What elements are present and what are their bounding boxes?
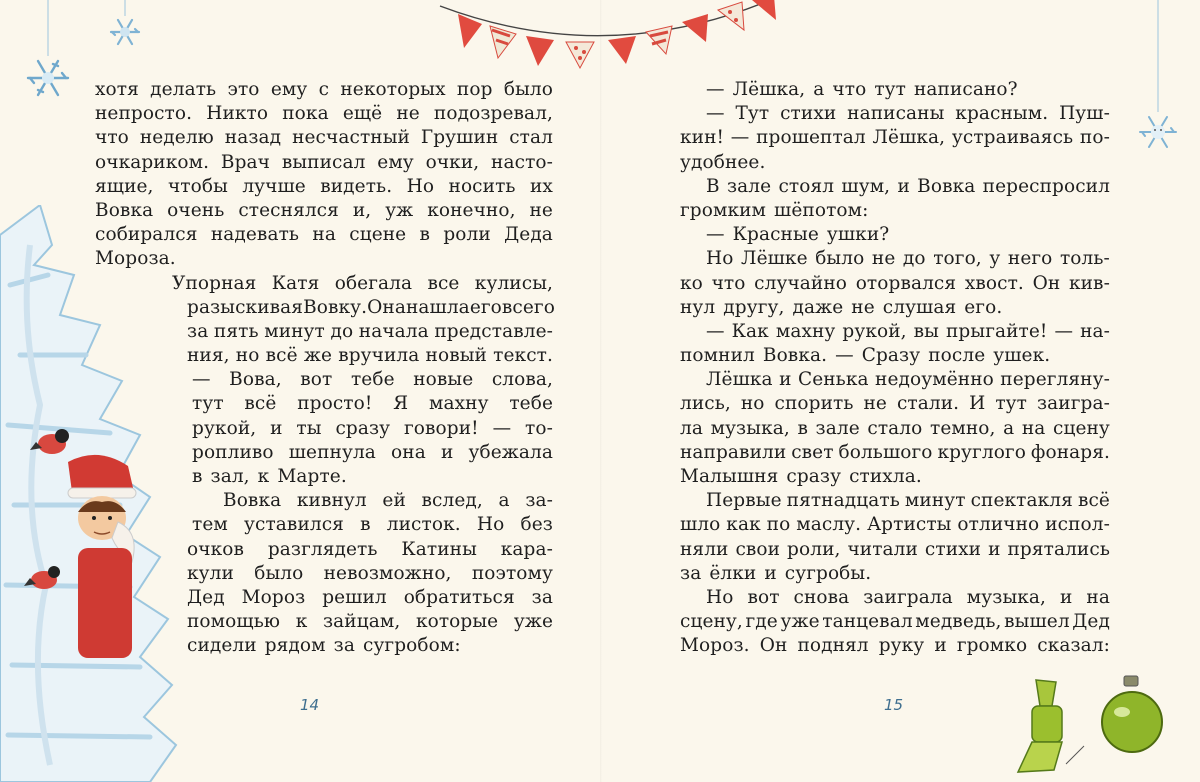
text-line: Но вот снова заиграла музыка, и на xyxy=(706,586,1110,608)
page-fold xyxy=(600,0,602,782)
text-line: шло как по маслу. Артисты отлично испол- xyxy=(680,514,1110,536)
text-line: направили свет большого круглого фонаря. xyxy=(680,441,1110,463)
text-line: что неделю назад несчастный Грушин стал xyxy=(95,127,553,149)
text-line: Первые пятнадцать минут спектакля всё xyxy=(706,490,1110,512)
wrapped-candy-icon xyxy=(1010,676,1090,776)
text-line: тем уставился в листок. Но без xyxy=(192,514,553,536)
text-line: очков разглядеть Катины кара- xyxy=(187,538,553,560)
text-line: сидели рядом за сугробом: xyxy=(187,635,461,657)
text-line: лись, но спорить не стали. И тут заигра- xyxy=(680,393,1110,415)
text-line: ящие, чтобы лучше видеть. Но носить их xyxy=(95,175,553,197)
text-line: Вовка очень стеснялся и, уж конечно, не xyxy=(95,199,553,221)
text-line: сцену, где уже танцевал медведь, вышел Дед xyxy=(680,611,1110,633)
snowflake-icon xyxy=(18,0,78,110)
text-line: ропливо шепнула она и убежала xyxy=(192,441,553,463)
text-line: — Лёшка, а что тут написано? xyxy=(706,79,1018,100)
text-line: непросто. Никто пока ещё не подозревал, xyxy=(95,103,553,125)
text-line: за пять минут до начала представле- xyxy=(187,320,553,342)
text-line: Дед Мороз решил обратиться за xyxy=(187,586,553,608)
page-number-right: 15 xyxy=(884,696,904,714)
text-line: Малышня сразу стихла. xyxy=(680,466,922,487)
text-line: помощью к зайцам, которые уже xyxy=(187,611,553,633)
text-line: очкариком. Врач выписал ему очки, насто- xyxy=(95,151,553,173)
text-line: В зале стоял шум, и Вовка переспросил xyxy=(706,175,1110,197)
right-page-text xyxy=(680,78,1110,659)
text-line: за ёлки и сугробы. xyxy=(680,562,872,584)
text-line: — Тут стихи написаны красным. Пуш- xyxy=(706,103,1110,125)
text-line: ла музыка, в зале стало темно, а на сцену xyxy=(680,417,1110,439)
left-page-text xyxy=(95,78,553,659)
text-line: Но Лёшке было не до того, у него толь- xyxy=(706,248,1110,270)
text-line: разыскивая Вовку. Она нашла его всего xyxy=(187,296,555,318)
snowflake-icon xyxy=(100,0,150,56)
text-line: рукой, и ты сразу говори! — то- xyxy=(192,417,553,439)
text-line: в зал, к Марте. xyxy=(192,466,347,487)
bullfinch-bird-icon xyxy=(30,424,74,458)
text-line: Лёшка и Сенька недоумённо перегляну- xyxy=(706,369,1110,391)
text-line: Мороза. xyxy=(95,248,176,270)
text-line: Упорная Катя обегала все кулисы, xyxy=(172,272,553,294)
text-line: собирался надевать на сцене в роли Деда xyxy=(95,224,553,246)
text-line: тут всё просто! Я махну тебе xyxy=(192,393,553,415)
christmas-ornament-icon xyxy=(1096,670,1168,766)
text-line: громким шёпотом: xyxy=(680,199,869,221)
text-line: — Вова, вот тебе новые слова, xyxy=(192,369,553,391)
text-line: няли свои роли, читали стихи и прятались xyxy=(680,538,1110,560)
text-line: хотя делать это ему с некоторых пор было xyxy=(95,79,553,100)
bunting-garland-icon xyxy=(430,0,790,70)
text-line: Вовка кивнул ей вслед, а за- xyxy=(223,490,553,512)
snowflake-icon xyxy=(1130,0,1186,170)
text-line: ко что случайно оторвался хвост. Он кив- xyxy=(680,272,1110,294)
text-line: кули было невозможно, поэтому xyxy=(187,562,553,584)
bullfinch-bird-icon xyxy=(24,562,66,594)
text-line: ния, но всё же вручила новый текст. xyxy=(187,345,553,367)
text-line: — Как махну рукой, вы прыгайте! — на- xyxy=(706,320,1110,342)
text-line: помнил Вовка. — Сразу после ушек. xyxy=(680,345,1051,367)
text-line: кин! — прошептал Лёшка, устраиваясь по- xyxy=(680,127,1110,149)
text-line: Мороз. Он поднял руку и громко сказал: xyxy=(680,635,1110,657)
text-line: — Красные ушки? xyxy=(706,224,890,246)
page-number-left: 14 xyxy=(300,696,320,714)
text-line: нул другу, даже не слушая его. xyxy=(680,296,1003,318)
text-line: удобнее. xyxy=(680,151,766,173)
